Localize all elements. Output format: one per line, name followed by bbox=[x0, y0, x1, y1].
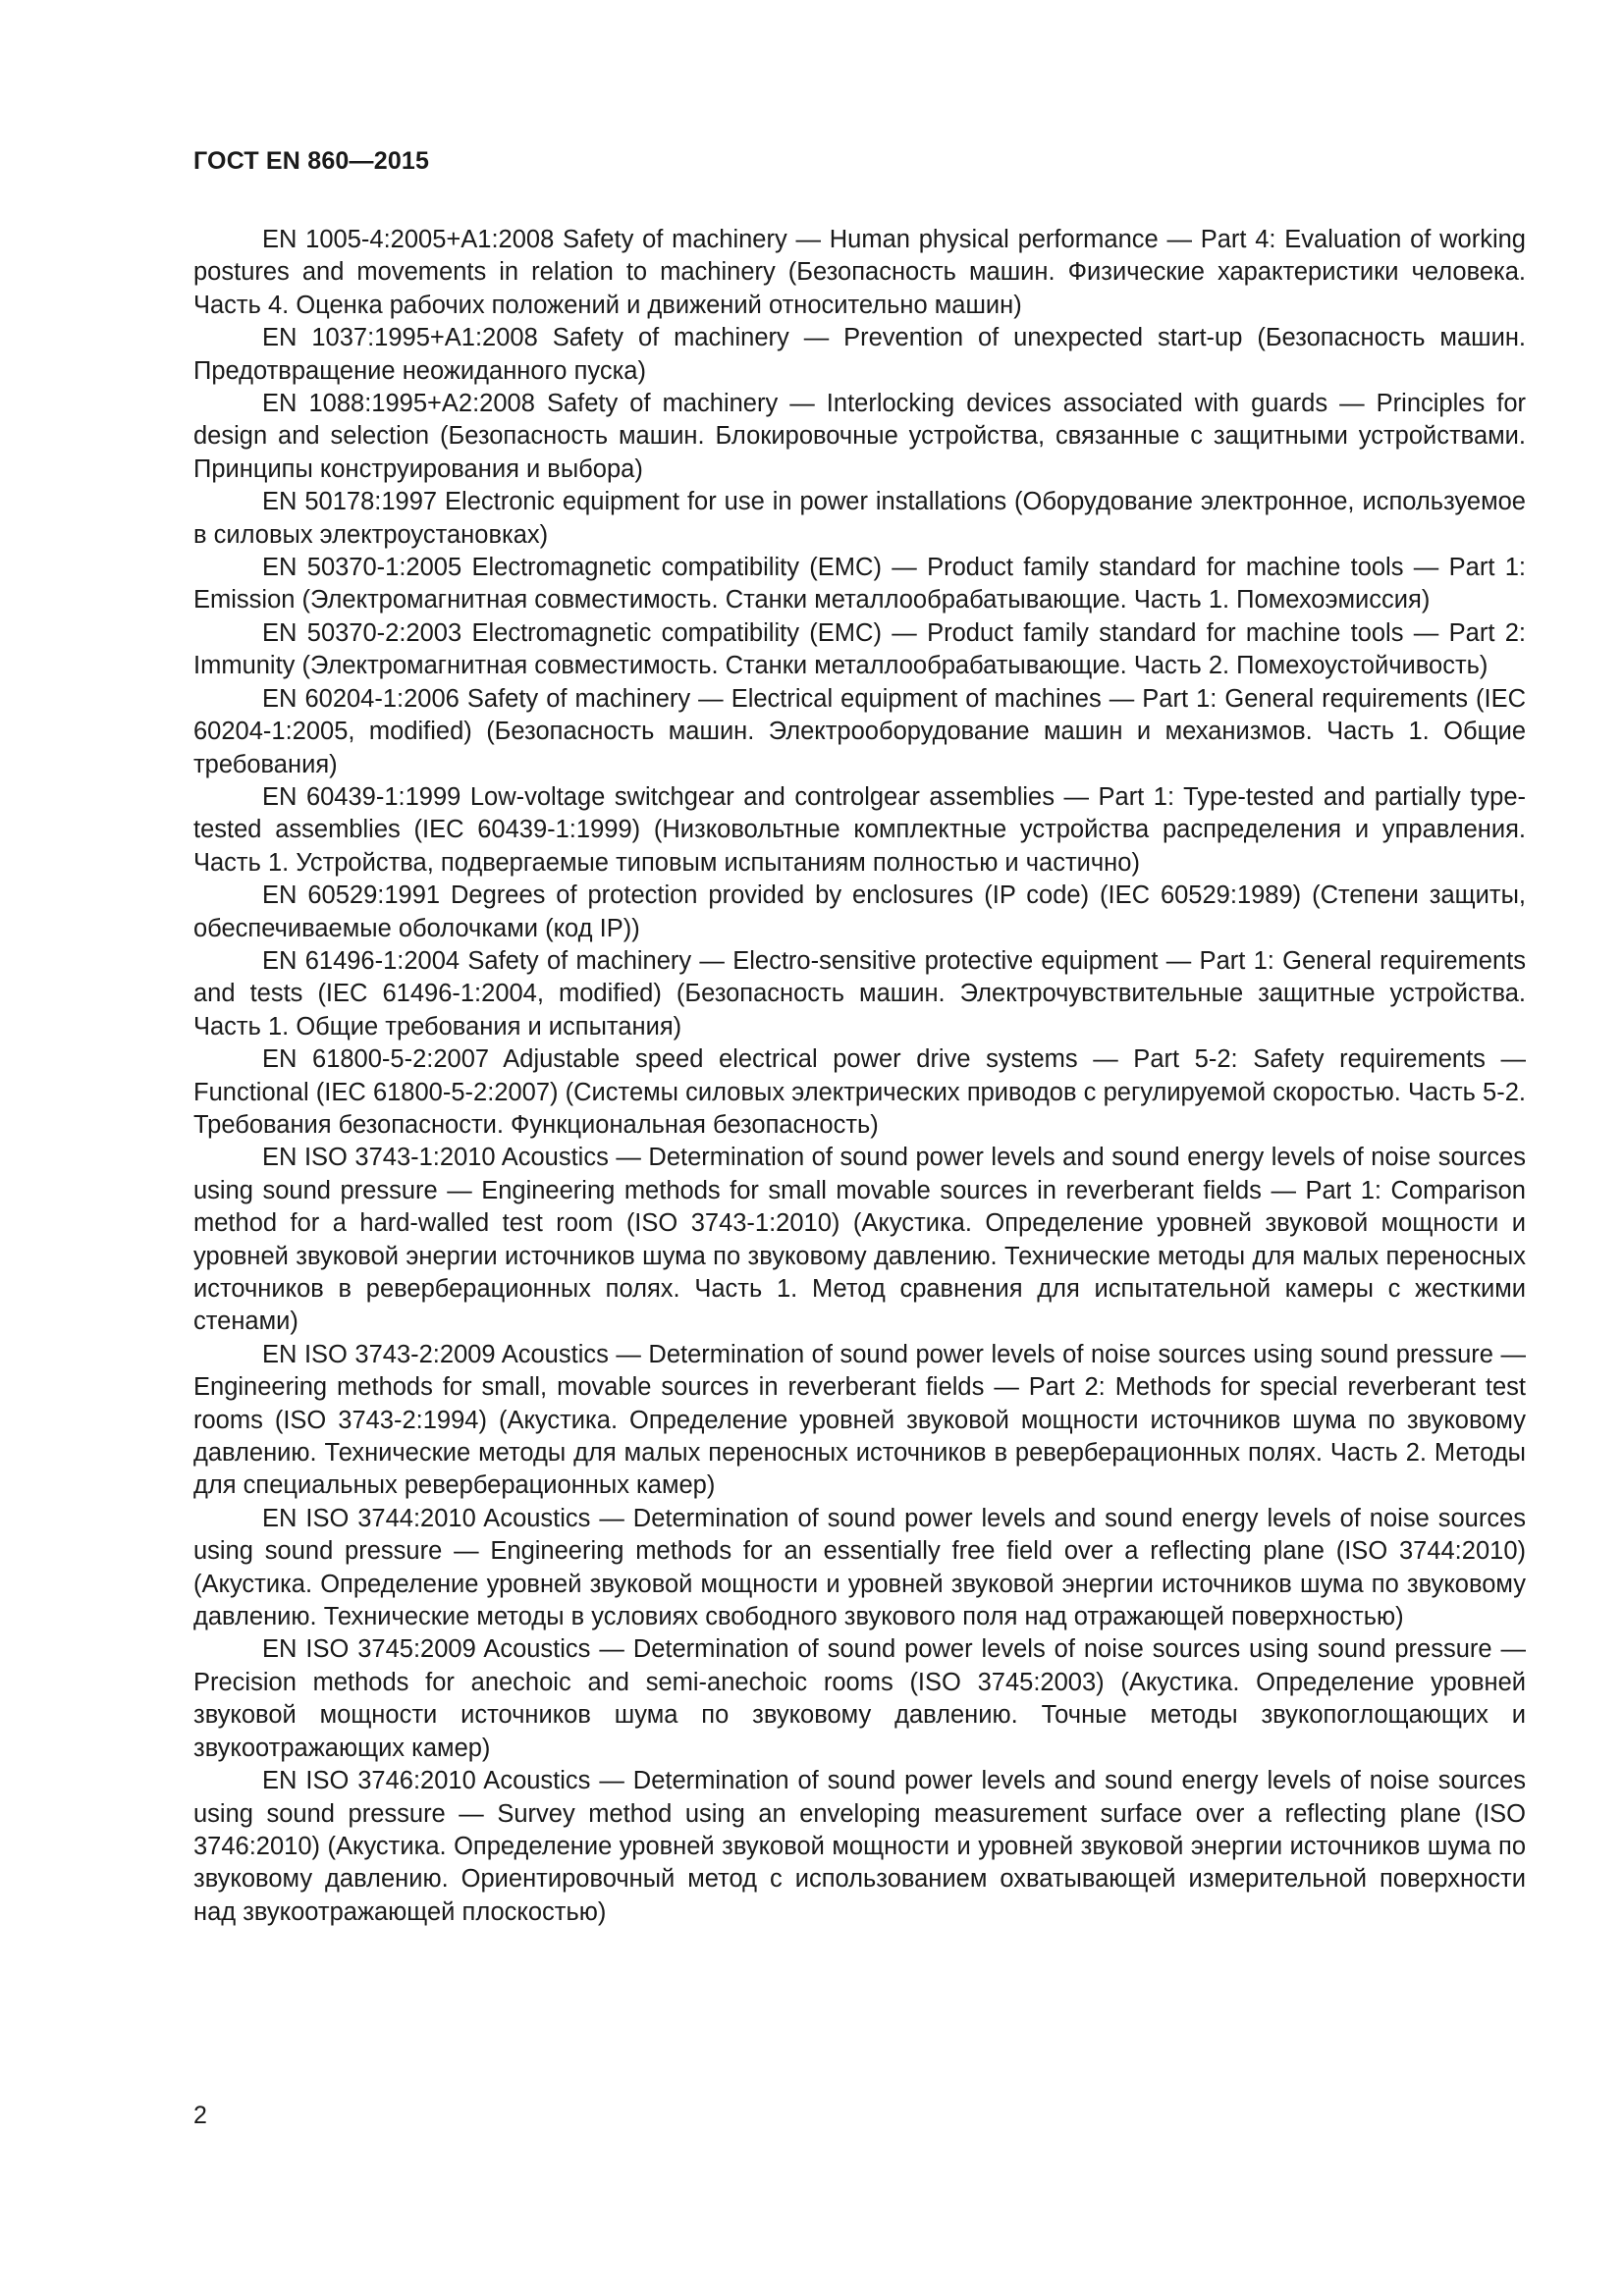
reference-item: EN 50370-1:2005 Electromagnetic compatibility (EMC) — Product family standard for machine tools — Part 1: Emission (Электромагнитная совместимость. Станки металлообрабатывающие. Часть 1. Помехоэмиссия) bbox=[193, 554, 1526, 614]
reference-item: EN ISO 3745:2009 Acoustics — Determination of sound power levels of noise sources using sound pressure — Precision methods for anechoic and semi-anechoic rooms (ISO 3745:2003) (Акустика. Определение уровней звуковой мощности источников шума по звуковому давлению. Точные методы звукопоглощающих и звукоотражающих камер) bbox=[193, 1635, 1526, 1762]
reference-item: EN 50178:1997 Electronic equipment for use in power installations (Оборудование электронное, используемое в силовых электроустановках) bbox=[193, 488, 1526, 549]
reference-item: EN 1037:1995+A1:2008 Safety of machinery — Prevention of unexpected start-up (Безопасность машин. Предотвращение неожиданного пуска) bbox=[193, 324, 1526, 385]
reference-item: EN 61800-5-2:2007 Adjustable speed electrical power drive systems — Part 5-2: Safety requirements — Functional (IEC 61800-5-2:2007) (Системы силовых электрических приводов с регулируемой скоростью. Часть 5-2. Требования безопасности. Функциональная безопасность) bbox=[193, 1045, 1526, 1139]
reference-item: EN 50370-2:2003 Electromagnetic compatibility (EMC) — Product family standard for machine tools — Part 2: Immunity (Электромагнитная совместимость. Станки металлообрабатывающие. Часть 2. Помехоустойчивость) bbox=[193, 618, 1526, 680]
document-header: ГОСТ EN 860—2015 bbox=[193, 147, 430, 175]
reference-item: EN 60529:1991 Degrees of protection provided by enclosures (IP code) (IEC 60529:1989) (Степени защиты, обеспечиваемые оболочками (код IP)) bbox=[193, 881, 1526, 942]
reference-item: EN ISO 3743-1:2010 Acoustics — Determination of sound power levels and sound energy levels of noise sources using sound pressure — Engineering methods for small movable sources in reverberant fields — Part 1: Comparison method for a hard-walled test room (ISO 3743-1:2010) (Акустика. Определение уровней звуковой мощности и уровней звуковой энергии источников шума по звуковому давлению. Технические методы для малых переносных источников в реверберационных полях. Часть 1. Метод сравнения для испытательной камеры с жесткими стенами) bbox=[193, 1144, 1526, 1336]
reference-item: EN 61496-1:2004 Safety of machinery — Electro-sensitive protective equipment — Part 1: General requirements and tests (IEC 61496-1:2004, modified) (Безопасность машин. Электрочувствительные защитные устройства. Часть 1. Общие требования и испытания) bbox=[193, 946, 1526, 1041]
reference-item: EN ISO 3744:2010 Acoustics — Determination of sound power levels and sound energy levels of noise sources using sound pressure — Engineering methods for an essentially free field over a reflecting plane (ISO 3744:2010) (Акустика. Определение уровней звуковой мощности и уровней звуковой энергии источников шума по звуковому давлению. Технические методы в условиях свободного звукового поля над отражающей поверхностью) bbox=[193, 1504, 1526, 1631]
reference-item: EN ISO 3746:2010 Acoustics — Determination of sound power levels and sound energy levels of noise sources using sound pressure — Survey method using an enveloping measurement surface over a reflecting plane (ISO 3746:2010) (Акустика. Определение уровней звуковой мощности и уровней звуковой энергии источников шума по звуковому давлению. Ориентировочный метод с использованием охватывающей измерительной поверхности над звукоотражающей плоскостью) bbox=[193, 1767, 1526, 1926]
reference-item: EN 1088:1995+A2:2008 Safety of machinery — Interlocking devices associated with guards — Principles for design and selection (Безопасность машин. Блокировочные устройства, связанные с защитными устройствами. Принципы конструирования и выбора) bbox=[193, 390, 1526, 483]
reference-item: EN 1005-4:2005+A1:2008 Safety of machinery — Human physical performance — Part 4: Evaluation of working postures and movements in relation to machinery (Безопасность машин. Физические характеристики человека. Часть 4. Оценка рабочих положений и движений относительно машин) bbox=[193, 226, 1526, 319]
page-number: 2 bbox=[193, 2102, 207, 2129]
reference-item: EN 60204-1:2006 Safety of machinery — Electrical equipment of machines — Part 1: General requirements (IEC 60204-1:2005, modified) (Безопасность машин. Электрооборудование машин и механизмов. Часть 1. Общие требования) bbox=[193, 684, 1526, 778]
reference-item: EN ISO 3743-2:2009 Acoustics — Determination of sound power levels of noise sources using sound pressure — Engineering methods for small, movable sources in reverberant fields — Part 2: Methods for special reverberant test rooms (ISO 3743-2:1994) (Акустика. Определение уровней звуковой мощности источников шума по звуковому давлению. Технические методы для малых переносных источников в реверберационных полях. Часть 2. Методы для специальных реверберационных камер) bbox=[193, 1340, 1526, 1500]
normative-references-list bbox=[193, 224, 1526, 1929]
reference-item: EN 60439-1:1999 Low-voltage switchgear and controlgear assemblies — Part 1: Type-tested and partially type-tested assemblies (IEC 60439-1:1999) (Низковольтные комплектные устройства распределения и управления. Часть 1. Устройства, подвергаемые типовым испытаниям полностью и частично) bbox=[193, 782, 1526, 877]
